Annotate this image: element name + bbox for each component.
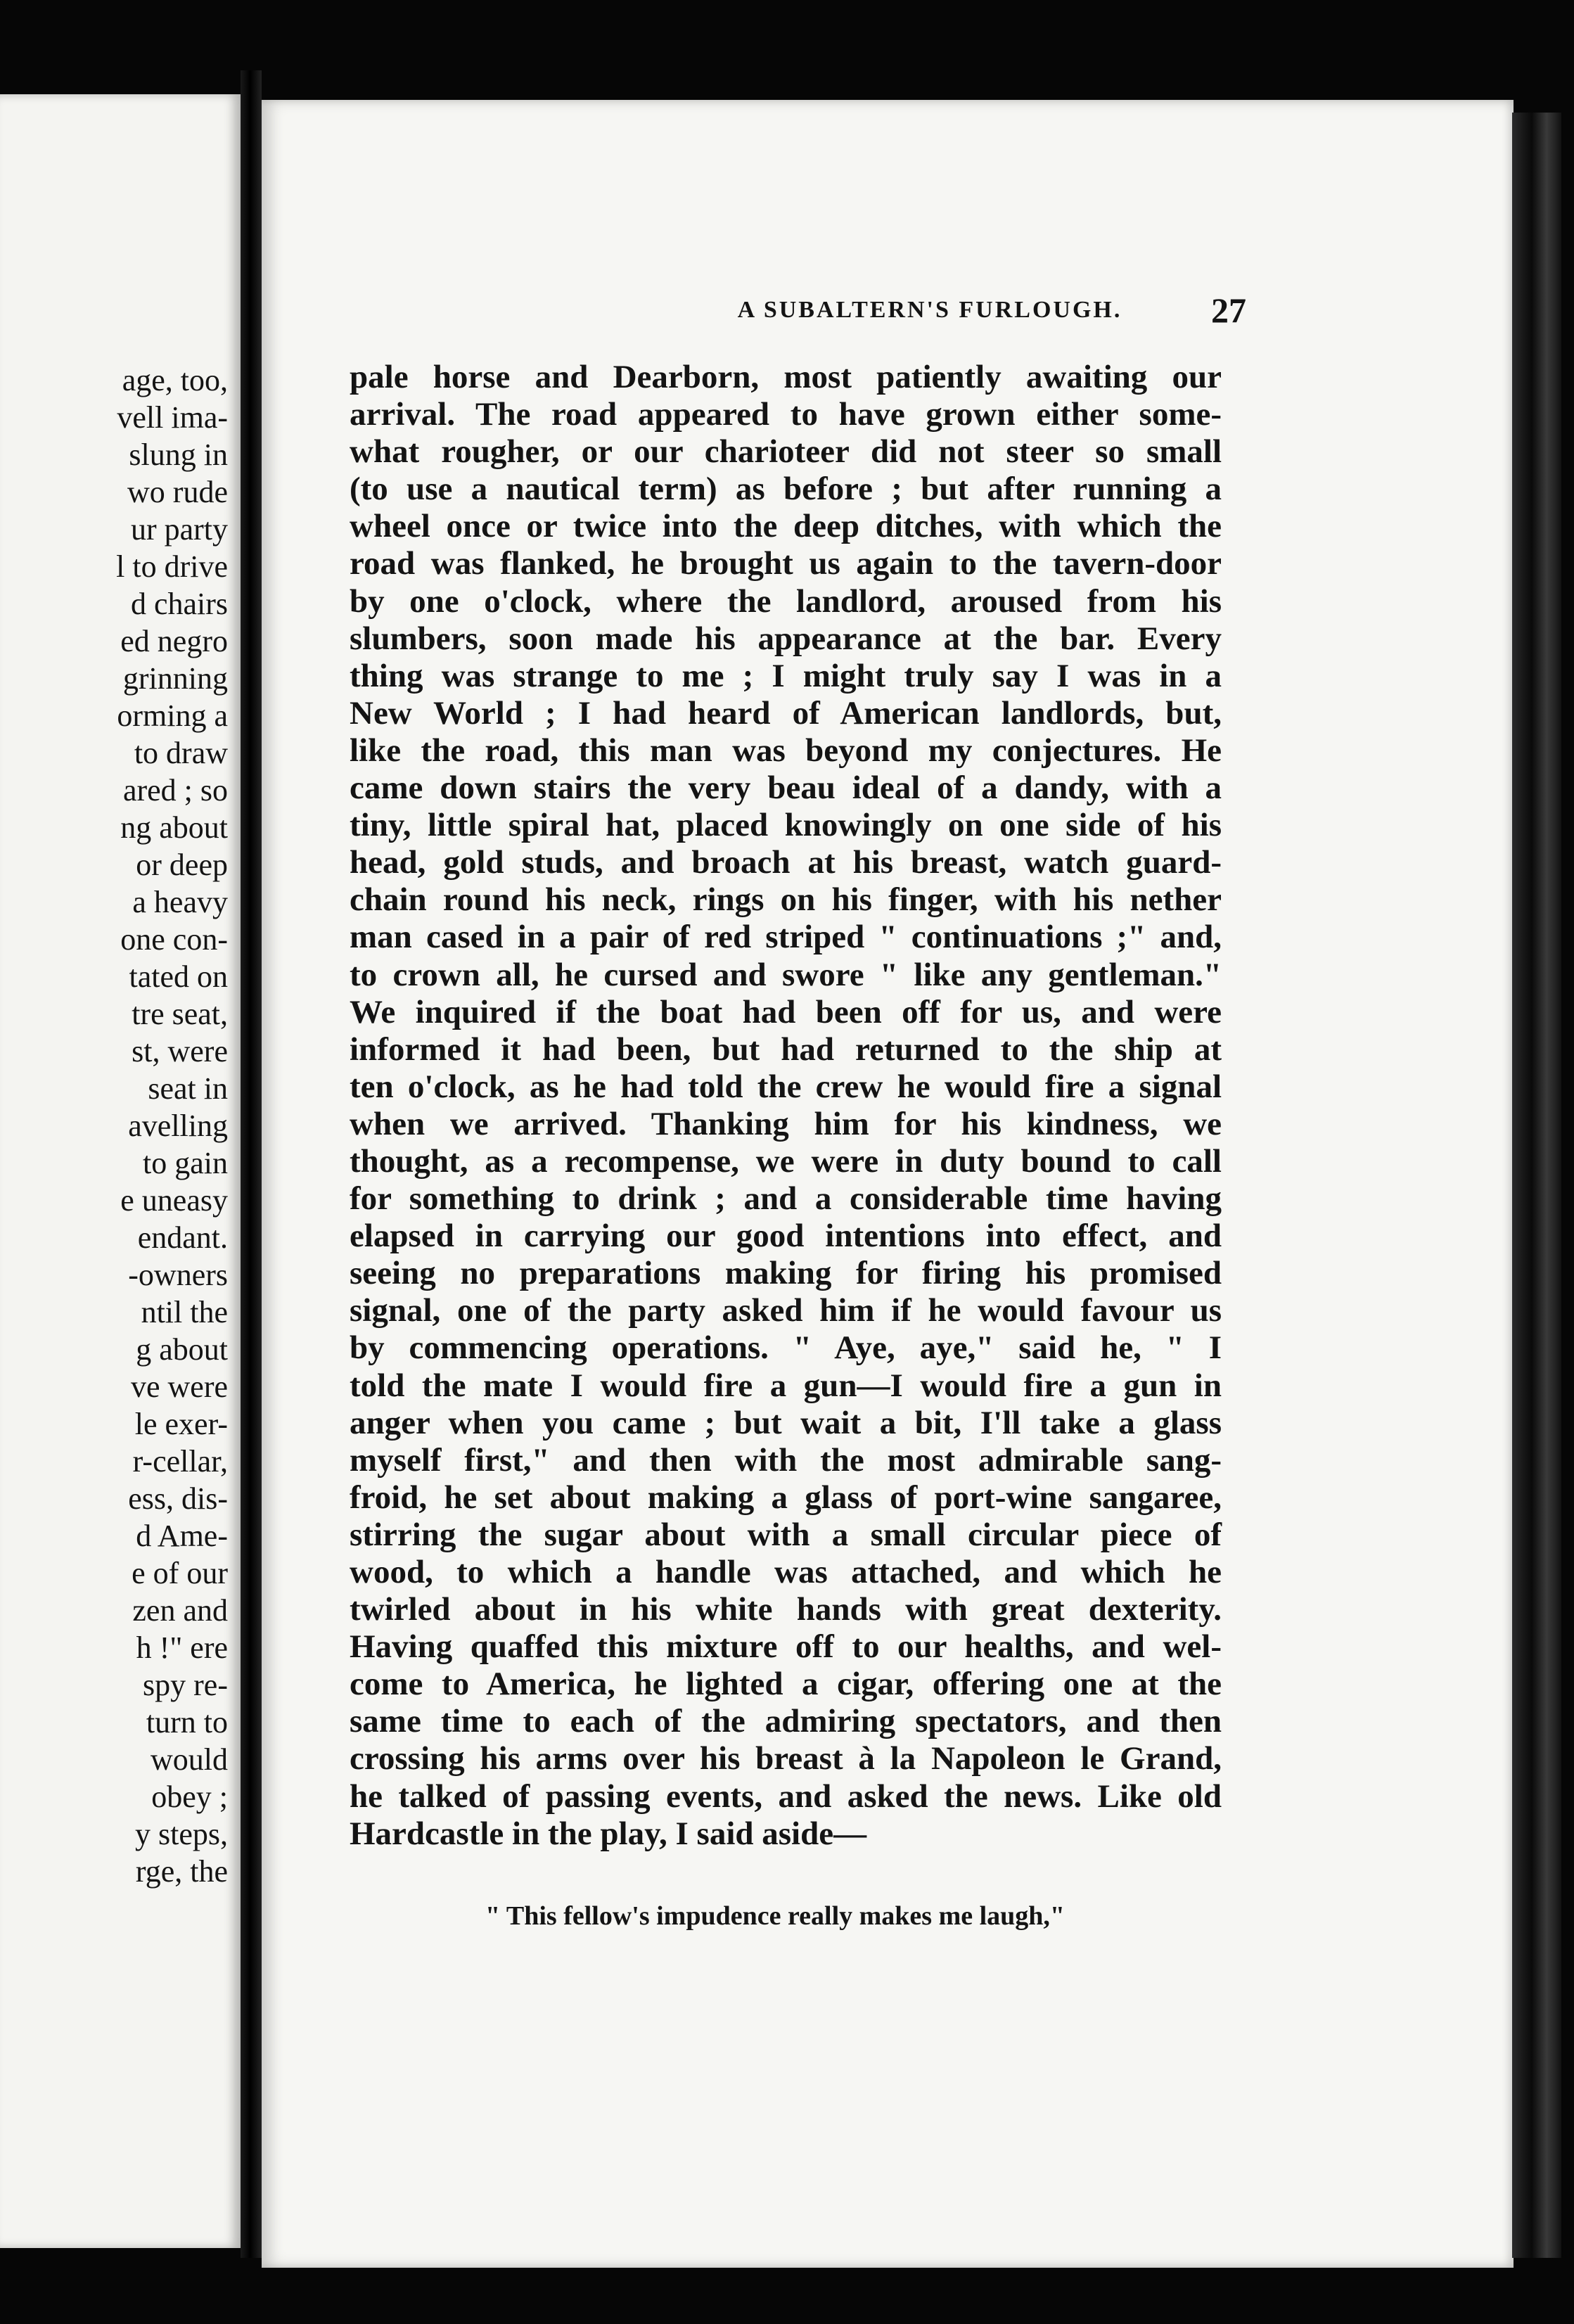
left-page-line: would — [151, 1742, 228, 1777]
body-line: ten o'clock, as he had told the crew he would fire a signal — [350, 1068, 1222, 1105]
body-line: crossing his arms over his breast à la Napoleon le Grand, — [350, 1740, 1222, 1777]
left-page-line: st, were — [132, 1034, 228, 1068]
left-page-line: wo rude — [127, 475, 228, 509]
body-line: chain round his neck, rings on his finger, with his nether — [350, 881, 1222, 919]
left-page-line: tated on — [129, 959, 228, 994]
body-line: informed it had been, but had returned to the ship at — [350, 1030, 1222, 1068]
left-page-line: age, too, — [122, 363, 228, 397]
body-line: wood, to which a handle was attached, and which he — [350, 1554, 1222, 1590]
body-line: road was flanked, he brought us again to the tavern-door — [350, 545, 1222, 582]
left-page-line: orming a — [117, 698, 228, 733]
body-line: like the road, this man was beyond my conjectures. He — [350, 732, 1222, 769]
left-page-text — [116, 362, 228, 1890]
body-text — [350, 359, 1222, 1853]
body-line: signal, one of the party asked him if he would favour us — [350, 1292, 1222, 1329]
body-line: man cased in a pair of red striped " continuations ;" and, — [350, 919, 1222, 956]
body-line: by one o'clock, where the landlord, aroused from his — [350, 582, 1222, 620]
left-page-line: or deep — [136, 848, 228, 882]
left-page-line: rge, the — [135, 1854, 228, 1889]
left-page-line: ntil the — [141, 1295, 228, 1329]
body-line: We inquired if the boat had been off for us, and were — [350, 993, 1222, 1030]
left-page-line: a heavy — [132, 885, 228, 919]
body-line: came down stairs the very beau ideal of a dandy, with a — [350, 770, 1222, 807]
body-line: told the mate I would fire a gun—I would fire a gun in — [350, 1367, 1222, 1404]
body-line: seeing no preparations making for firing his promised — [350, 1255, 1222, 1292]
left-page-line: obey ; — [151, 1780, 228, 1814]
left-page-line: turn to — [146, 1705, 228, 1739]
left-page-line: ed negro — [120, 624, 228, 658]
left-page-line: y steps, — [135, 1817, 228, 1851]
left-page-line: grinning — [122, 661, 228, 696]
left-page-line: endant. — [137, 1220, 228, 1255]
left-page-line: slung in — [129, 438, 228, 472]
body-line: Hardcastle in the play, I said aside— — [350, 1815, 867, 1852]
left-page-line: spy re- — [143, 1668, 228, 1702]
left-page-line: one con- — [120, 922, 228, 957]
left-page-line: h !" ere — [136, 1630, 228, 1665]
left-page-line: avelling — [128, 1109, 228, 1143]
body-line: come to America, he lighted a cigar, offering one at the — [350, 1666, 1222, 1703]
page-edge — [1512, 113, 1561, 2258]
body-line: tiny, little spiral hat, placed knowingly on one side of his — [350, 807, 1222, 844]
body-line: what rougher, or our charioteer did not steer so small — [350, 433, 1222, 471]
body-line: Having quaffed this mixture off to our healths, and wel- — [350, 1628, 1222, 1666]
body-line: thing was strange to me ; I might truly say I was in a — [350, 657, 1222, 694]
left-page-line: g about — [136, 1332, 228, 1367]
body-line: arrival. The road appeared to have grown either some- — [350, 396, 1222, 433]
left-page-line: seat in — [148, 1071, 228, 1106]
left-page-line: ared ; so — [122, 773, 228, 807]
body-line: he talked of passing events, and asked the news. Like old — [350, 1777, 1222, 1815]
body-line: elapsed in carrying our good intentions into effect, and — [350, 1218, 1222, 1255]
left-page-line: to gain — [143, 1146, 228, 1180]
body-line: stirring the sugar about with a small circular piece of — [350, 1516, 1222, 1553]
body-line: thought, as a recompense, we were in duty bound to call — [350, 1142, 1222, 1180]
body-line: for something to drink ; and a considerable time having — [350, 1180, 1222, 1218]
left-page-line: vell ima- — [117, 400, 228, 435]
right-page — [262, 100, 1514, 2268]
body-line: myself first," and then with the most admirable sang- — [350, 1441, 1222, 1479]
body-line: when we arrived. Thanking him for his kindness, we — [350, 1105, 1222, 1142]
running-head: A SUBALTERN'S FURLOUGH. — [737, 297, 1122, 323]
left-page-line: e uneasy — [120, 1183, 228, 1218]
body-line: New World ; I had heard of American landlords, but, — [350, 694, 1222, 732]
body-line: twirled about in his white hands with great dexterity. — [350, 1591, 1222, 1628]
left-page-line: ng about — [120, 810, 228, 845]
book-gutter — [241, 70, 262, 2258]
body-line: froid, he set about making a glass of port-wine sangaree, — [350, 1479, 1222, 1516]
left-page-line: e of our — [132, 1556, 228, 1590]
left-page-line: le exer- — [134, 1407, 228, 1441]
left-page-line: d Ame- — [136, 1519, 228, 1553]
left-page — [0, 94, 241, 2248]
left-page-line: l to drive — [116, 549, 228, 584]
body-line: head, gold studs, and broach at his breast, watch guard- — [350, 844, 1222, 881]
body-line: by commencing operations. " Aye, aye," said he, " I — [350, 1329, 1222, 1367]
left-page-line: d chairs — [130, 587, 228, 621]
block-quote: " This fellow's impudence really makes me laugh," — [485, 1901, 1066, 1931]
left-page-line: ur party — [130, 512, 228, 547]
left-page-line: to draw — [134, 736, 228, 770]
body-line: slumbers, soon made his appearance at the bar. Every — [350, 620, 1222, 657]
left-page-line: tre seat, — [132, 997, 228, 1031]
body-line: (to use a nautical term) as before ; but after running a — [350, 471, 1222, 508]
body-line: to crown all, he cursed and swore " like any gentleman." — [350, 956, 1222, 993]
left-page-line: r-cellar, — [132, 1444, 228, 1479]
body-line: anger when you came ; but wait a bit, I'll take a glass — [350, 1404, 1222, 1441]
left-page-line: -owners — [128, 1258, 228, 1292]
body-line: same time to each of the admiring spectators, and then — [350, 1703, 1222, 1740]
body-line: pale horse and Dearborn, most patiently awaiting our — [350, 359, 1222, 395]
body-line: wheel once or twice into the deep ditches, with which the — [350, 508, 1222, 545]
left-page-line: zen and — [132, 1593, 228, 1628]
left-page-line: ess, dis- — [128, 1481, 228, 1516]
left-page-line: ve were — [130, 1370, 228, 1404]
page-number: 27 — [1211, 290, 1246, 330]
